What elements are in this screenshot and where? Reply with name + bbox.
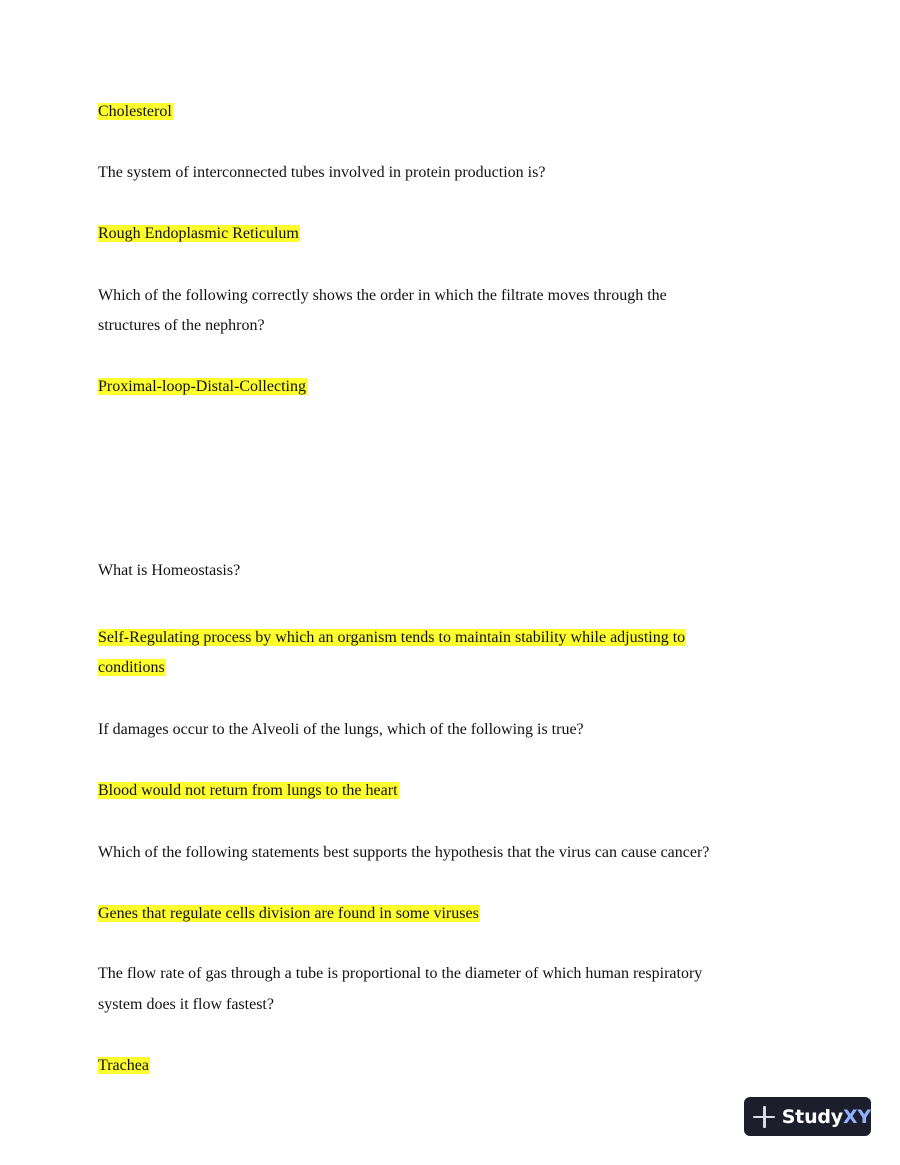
answer-text-line-2 [98, 657, 166, 679]
plus-icon [753, 1106, 774, 1128]
question-text-line-1: The flow rate of gas through a tube is proportional to the diameter of which human respiratory [98, 965, 703, 982]
answer-text [98, 101, 173, 123]
answer-text-line-1 [98, 627, 686, 649]
question-text-line-1: Which of the following correctly shows the order in which the filtrate moves through the [98, 287, 667, 304]
answer-highlight: Self-Regulating process by which an organism tends to maintain stability while adjusting to [98, 629, 686, 646]
question-text: What is Homeostasis? [98, 562, 241, 579]
answer-highlight: Genes that regulate cells division are found in some viruses [98, 905, 479, 922]
answer-text [98, 223, 300, 245]
brand-main: Study [781, 1105, 843, 1128]
question-text-line-2: structures of the nephron? [98, 317, 265, 334]
answer-highlight: conditions [98, 659, 165, 676]
answer-highlight: Blood would not return from lungs to the heart [98, 782, 398, 799]
answer-text [98, 780, 399, 802]
question-text: If damages occur to the Alveoli of the lungs, which of the following is true? [98, 721, 584, 738]
question-text-line-2: system does it flow fastest? [98, 996, 274, 1013]
answer-highlight: Trachea [98, 1057, 149, 1074]
answer-highlight: Rough Endoplasmic Reticulum [98, 225, 299, 242]
answer-highlight: Proximal-loop-Distal-Collecting [98, 378, 306, 395]
question-text: The system of interconnected tubes involved in protein production is? [98, 164, 546, 181]
brand-logo [782, 1106, 871, 1128]
brand-accent: XY [842, 1105, 871, 1128]
answer-highlight: Cholesterol [98, 103, 172, 120]
answer-text [98, 1055, 150, 1077]
answer-text [98, 376, 307, 398]
answer-text [98, 903, 480, 925]
question-text: Which of the following statements best supports the hypothesis that the virus can cause cancer? [98, 844, 710, 861]
studyxy-badge[interactable] [744, 1097, 871, 1136]
